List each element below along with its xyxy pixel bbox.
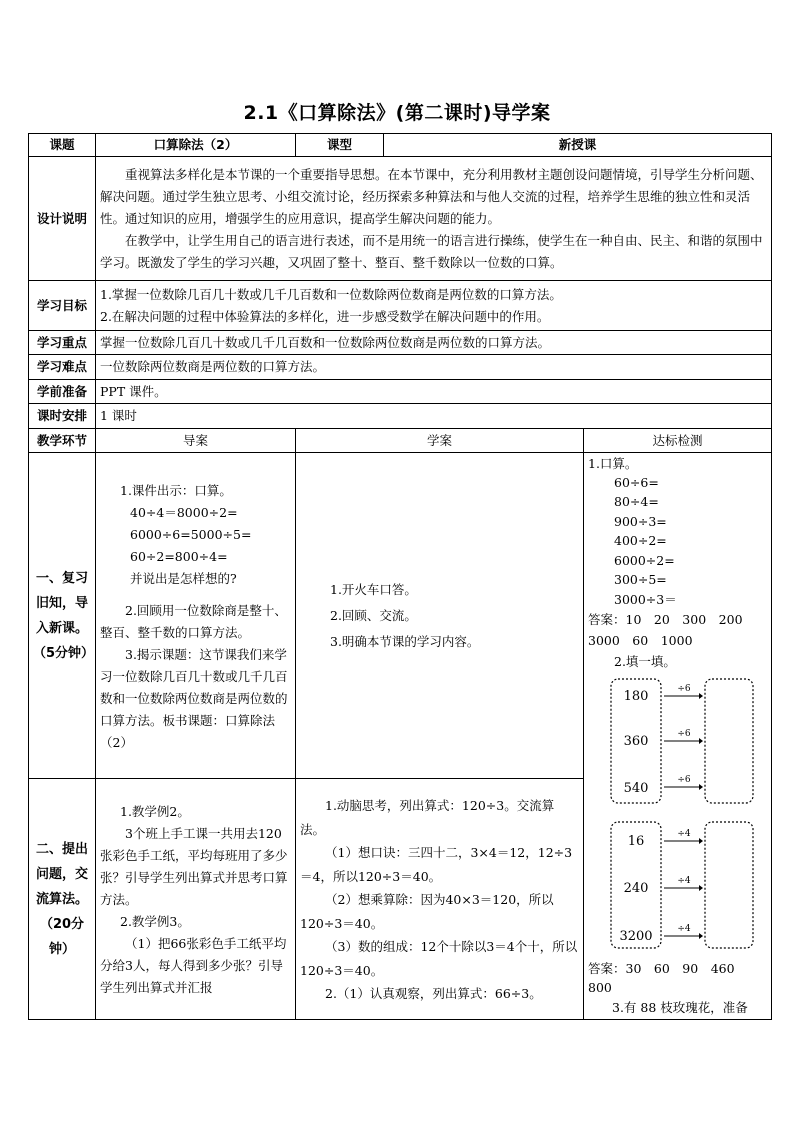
guide-line: 1.课件出示：口算。: [120, 482, 232, 498]
key-point-row: [29, 331, 772, 355]
box1-value: 360: [623, 734, 649, 750]
check-exercise: 6000÷2=: [614, 552, 675, 568]
schedule-row: [29, 404, 772, 429]
section1-guide: [96, 453, 296, 779]
guide-line: 3.揭示课题：这节课我们来学习一位数除几百几十数或几千几百数和一位数除两位数商是两位数的口算方法。板书课题：口算除法（2）: [100, 646, 288, 750]
study-header: 学案: [296, 429, 584, 453]
check-exercises: [588, 473, 769, 610]
guide-line: 2.教学例3。: [120, 914, 190, 929]
goals-content: [96, 281, 772, 331]
guide-line: 3个班上手工课一共用去120张彩色手工纸，平均每班用了多少张？引导学生列出算式并思考口算方法。: [100, 826, 288, 907]
study-line: 2.回顾、交流。: [330, 607, 417, 623]
section2-label-line: 流算法。: [35, 891, 88, 907]
goal-item: 1.掌握一位数除几百几十数或几千几百数和一位数除两位数商是两位数的口算方法。: [100, 286, 562, 302]
check-exercise: 900÷3=: [614, 513, 667, 529]
section1-label: [29, 453, 96, 779]
design-label: 设计说明: [29, 157, 96, 281]
topic-row: [29, 134, 772, 157]
prep-row: [29, 380, 772, 404]
design-paragraph: 重视算法多样化是本节课的一个重要指导思想。在本节课中，充分利用教材主题创设问题情境，引导学生分析问题、解决问题。通过学生独立思考、小组交流讨论，经历探索多种算法和与他人交流的过程，培养学生思维的独立性和灵活性。通过知识的应用，增强学生的应用意识，提高学生解决问题的能力。: [100, 166, 763, 226]
box1-value: 540: [623, 781, 649, 797]
prep-label: 学前准备: [29, 380, 96, 404]
design-row: [29, 157, 772, 281]
section2-label: [29, 779, 96, 1020]
guide-line: 40÷4＝8000÷2=: [130, 504, 238, 520]
key-point-value: 掌握一位数除几百几十数或几千几百数和一位数除两位数商是两位数的口算方法。: [96, 331, 772, 355]
study-line: 2.（1）认真观察，列出算式：66÷3。: [325, 986, 542, 1002]
topic-value: 口算除法（2）: [96, 134, 296, 157]
guide-line: 2.回顾用一位数除商是整十、整百、整千数的口算方法。: [100, 602, 287, 640]
study-line: 3.明确本节课的学习内容。: [330, 633, 480, 649]
section-header: 教学环节: [29, 429, 96, 453]
check-question-3: 3.有 88 枝玫瑰花，准备: [612, 1000, 748, 1016]
study-line: 1.开火车口答。: [330, 581, 417, 597]
section2-label-line: 二、提出: [35, 841, 88, 857]
study-line: （2）想乘算除：因为40×3＝120，所以120÷3＝40。: [300, 892, 554, 931]
section-header-row: [29, 429, 772, 453]
box1-value: 180: [623, 689, 649, 705]
box1-op: ÷6: [677, 775, 691, 786]
box1-right: [705, 679, 753, 803]
section2-label-line: 问题，交: [35, 866, 88, 882]
guide-line: 6000÷6=5000÷5=: [130, 526, 252, 542]
study-line: 1.动脑思考，列出算式：120÷3。交流算法。: [300, 798, 555, 837]
check-exercise: 80÷4=: [614, 494, 659, 510]
guide-spacer: [100, 590, 291, 600]
type-label: 课型: [296, 134, 384, 157]
section1-study: [296, 453, 584, 779]
fill-diagram-svg: [610, 678, 756, 950]
design-content: [96, 157, 772, 281]
check-exercise: 60÷6=: [614, 474, 659, 490]
goal-item: 2.在解决问题的过程中体验算法的多样化，进一步感受数学在解决问题中的作用。: [100, 308, 550, 324]
box2-op: ÷4: [677, 924, 691, 935]
check-exercise: 400÷2=: [614, 533, 667, 549]
guide-line: 1.教学例2。: [120, 804, 190, 819]
type-value: 新授课: [384, 134, 772, 157]
guide-header: 导案: [96, 429, 296, 453]
guide-line: 60÷2=800÷4=: [130, 548, 228, 564]
section2-study: [296, 779, 584, 1020]
check-content: [584, 453, 772, 1020]
check-header: 达标检测: [584, 429, 772, 453]
check-answer-1: 答案：10 20 300 200 3000 60 1000: [588, 612, 756, 649]
study-line: （3）数的组成：12个十除以3＝4个十，所以120÷3＝40。: [300, 939, 578, 978]
box2-value: 3200: [619, 929, 653, 945]
box2-right: [705, 822, 753, 948]
key-point-label: 学习重点: [29, 331, 96, 355]
section1-row: [29, 453, 772, 779]
goals-label: 学习目标: [29, 281, 96, 331]
box2-op: ÷4: [677, 829, 691, 840]
difficulty-value: 一位数除两位数商是两位数的口算方法。: [96, 355, 772, 380]
topic-label: 课题: [29, 134, 96, 157]
page-title: 2.1《口算除法》(第二课时)导学案: [243, 102, 551, 124]
section2-label-line: （20分: [39, 916, 85, 932]
section1-label-line: 旧知，导: [35, 595, 88, 611]
box1-op: ÷6: [677, 729, 691, 740]
section1-label-line: 入新课。: [35, 620, 88, 636]
check-intro: 1.口算。: [588, 455, 638, 471]
study-line: （1）想口诀：三四十二，3×4＝12，12÷3＝4，所以120÷3＝40。: [300, 845, 573, 884]
schedule-label: 课时安排: [29, 404, 96, 429]
section1-label-line: （5分钟）: [33, 645, 95, 661]
prep-value: PPT 课件。: [96, 380, 772, 404]
schedule-value: 1 课时: [96, 404, 772, 429]
section2-guide: [96, 779, 296, 1020]
box2-op: ÷4: [677, 876, 691, 887]
lesson-table: [28, 133, 772, 1020]
difficulty-row: [29, 355, 772, 380]
box2-value: 16: [627, 834, 645, 850]
difficulty-label: 学习难点: [29, 355, 96, 380]
guide-line: （1）把66张彩色手工纸平均分给3人，每人得到多少张？引导学生列出算式并汇报: [100, 936, 287, 995]
check-fill-label: 2.填一填。: [614, 654, 676, 670]
box1-op: ÷6: [677, 684, 691, 695]
section1-label-line: 一、复习: [35, 570, 88, 586]
check-exercise: 3000÷3＝: [614, 591, 677, 607]
section2-label-line: 钟）: [48, 941, 75, 957]
guide-line: 并说出是怎样想的?: [130, 570, 237, 586]
check-answer-2: 答案：30 60 90 460 800: [588, 961, 748, 996]
goals-row: [29, 281, 772, 331]
design-paragraph: 在教学中，让学生用自己的语言进行表述，而不是用统一的语言进行操练，使学生在一种自由、民主、和谐的氛围中学习。既激发了学生的学习兴趣，又巩固了整十、整百、整千数除以一位数的口算。: [100, 232, 763, 270]
study-list: [300, 577, 579, 655]
box2-value: 240: [623, 881, 649, 897]
check-exercise: 300÷5=: [614, 572, 667, 588]
fill-diagrams: [610, 678, 769, 957]
